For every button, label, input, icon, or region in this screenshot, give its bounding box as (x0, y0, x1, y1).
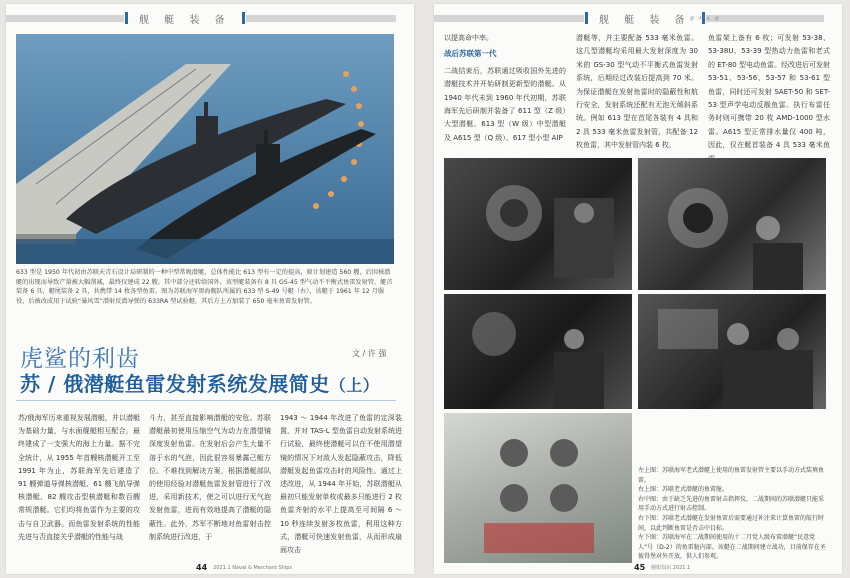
left-page-footer (196, 563, 292, 572)
right-photo-caption: 左上图：苏联海军老式潜艇上使用的鱼雷发射管主要以手动方式装填鱼雷。 右上图：苏联老式潜艇的鱼雷舱。 右中图：由于缺乏先进的鱼雷射击指挥仪，二战期间的苏联潜艇只能采用手动方式进行射击控制。 右下图：苏联老式潜艇在发射鱼雷后需要通过补注来计算鱼雷的航行时间，以此判断鱼雷是否击中目标。 左下图：苏联海军在二战期间使用的十二月党人级布雷潜艇“民意党人”号（D-2）的鱼雷舱内部。该艇在二战期间建立战功，目前保存在圣彼得堡对外开放，供人们参观。 (638, 467, 826, 561)
right-body-columns (444, 32, 834, 156)
section-label-left: 舰 艇 装 备 (139, 14, 231, 26)
section-label-right: 舰 艇 装 备 (599, 14, 691, 26)
section-header-right (434, 10, 842, 26)
photo-torpedo-room (638, 158, 826, 290)
left-page-publication: 2021.1 Naval & Merchant Ships (213, 564, 293, 571)
hero-photo-caption: 633 型是 1950 年代初由苏联天青石设计局研制的一种中型常规潜艇，总体性能比 613 型有一定的提高，原计划建造 560 艘，后因核潜艇的出现而导致产量被大幅削减，最终仅建成 22 艘。其中部分还转给国外。该型艇装备有 8 具 GS-45 型气动不平衡式鱼雷发射管，艇首装备 6 具，艇尾装备 2 具，共携带 14 枚各型鱼雷。图为苏联海军黑海舰队所属的 633 型 S-49 号艇（右），该艇于 1961 年 12 月服役，后被改成用于试验“暴风雪”潜射反潜导弹的 633RA 型试验艇，其后方上方加装了 650 毫米鱼雷发射管。 (16, 269, 393, 305)
article-title-sub (20, 368, 379, 397)
photo-torpedo-loading (444, 158, 632, 290)
right-body-para-1: 二战结束后，苏联通过吸收国外先进的潜艇技术并开始研制更新型的潜艇。从 1940 年代末到 1960 年代初期，苏联海军先后研制并装备了 611 型（Z 级）大型潜艇、613 型（W 级）中型潜艇及 A615 型（Q 级）、617 型小型 AIP (444, 66, 566, 142)
right-page (434, 4, 842, 574)
photo-d2-torpedo-compartment (444, 413, 632, 563)
left-body-column-3: 1943 ～ 1944 年改进了鱼雷的定深装置，并对 TAS-L 型鱼雷自动发射系统进行试验，最终使潜艇可以在不使用潜望镜的情况下对敌人发起隐蔽攻击，降低潜艇发起鱼雷攻击时的风险性。通过上述改进，从 1944 年开始，苏联潜艇从最初只能发射单枚或最多只能进行 2 枚鱼雷齐射的水平上提高至可间隔 6 ～ 10 秒连续发射多枚鱼雷，利用这种方式，潜艇可快速发射鱼雷，从而形成扇面攻击 (280, 414, 402, 555)
title-divider (16, 400, 396, 401)
article-author: 文 / 许 强 (352, 349, 387, 358)
left-body-columns (18, 412, 404, 568)
left-page-number: 44 (196, 563, 208, 572)
left-body-column-1: 苏/俄海军历来重视发展潜艇，并以潜艇为基础力量，与水面舰艇相互配合，最终建成了一支强大的海上力量。据不完全统计，从 1955 年首艘核潜艇开工至 1991 年为止，苏联海军先后建造了 91 艘弹道导弹核潜艇、61 艘飞航导弹核潜艇、82 艘攻击型核潜艇和数百艘常规潜艇。它们均将鱼雷作为主要的攻击与自卫武器。而鱼雷发射系统的性能先进与否直接关乎潜艇的性能与战 (18, 414, 140, 541)
left-body-column-2: 斗力，甚至直接影响潜艇的安危。苏联潜艇最初使用压缩空气为动力在潜望镜深度发射鱼雷。在发射后会产生大量不溶于水的气泡，因此很容易暴露己艇方位。不难找到解决方案，根据潜艇部队的使用经验对潜艇鱼雷发射管进行了改进，采用新技术，使之可以进行无气泡发射鱼雷，进而有效地提高了潜艇的隐蔽性。此外，苏军不断地对鱼雷射击控制系统进行改进，于 (149, 414, 271, 541)
right-body-column-2: 潜艇等，并主要配备 533 毫米鱼雷。这几型潜艇均采用最大发射深度为 30 米的 GS-30 型气动不平衡式鱼雷发射系统，后期经过改装后提高到 70 米。为保证潜艇在发射鱼雷时的隐蔽性和航行安全，发射系统还配有无泡无倾斜系统。例如 613 型在首尾各装有 4 具和 2 具 533 毫米鱼雷发射管，共配备 12 枚鱼雷，其中发射管内装 6 枚， (576, 34, 698, 150)
handwritten-note: ㅎ 시ㅅ ㅎ (688, 15, 720, 23)
right-subheading: 战后苏联第一代 (444, 49, 497, 59)
left-page (6, 4, 414, 574)
section-header-left (6, 10, 414, 26)
photo-crew-controls (444, 294, 632, 409)
article-title-sub-text: 苏 / 俄潜艇鱼雷发射系统发展简史 (20, 372, 330, 396)
article-title-part: （上） (329, 376, 380, 395)
right-page-publication: 舰船知识 2021.1 (651, 565, 691, 571)
right-body-column-3: 鱼雷架上备有 6 枚；可发射 53-38、53-38U、53-39 型热动力鱼雷和老式的 ET-80 型电动鱼雷。经改进后可发射 53-51、53-56、53-57 和 53-61 型鱼雷，同时还可发射 SAET-50 和 SET-53 型声学电动反舰鱼雷。执行布雷任务时则可携带 20 枚 AMD-1000 型水雷。A615 型正常排水量仅 400 吨，因此，仅在艇首装备 4 具 533 毫米鱼 (708, 34, 830, 150)
right-body-column-1 (444, 32, 566, 156)
article-title-main: 虎鲨的利齿 (20, 346, 140, 372)
photo-fire-control (638, 294, 826, 409)
right-page-footer (634, 563, 690, 572)
right-page-number: 45 (634, 563, 646, 572)
submarine-hero-photo (16, 34, 394, 264)
right-body-intro: 以提高命中率。 (444, 34, 493, 42)
